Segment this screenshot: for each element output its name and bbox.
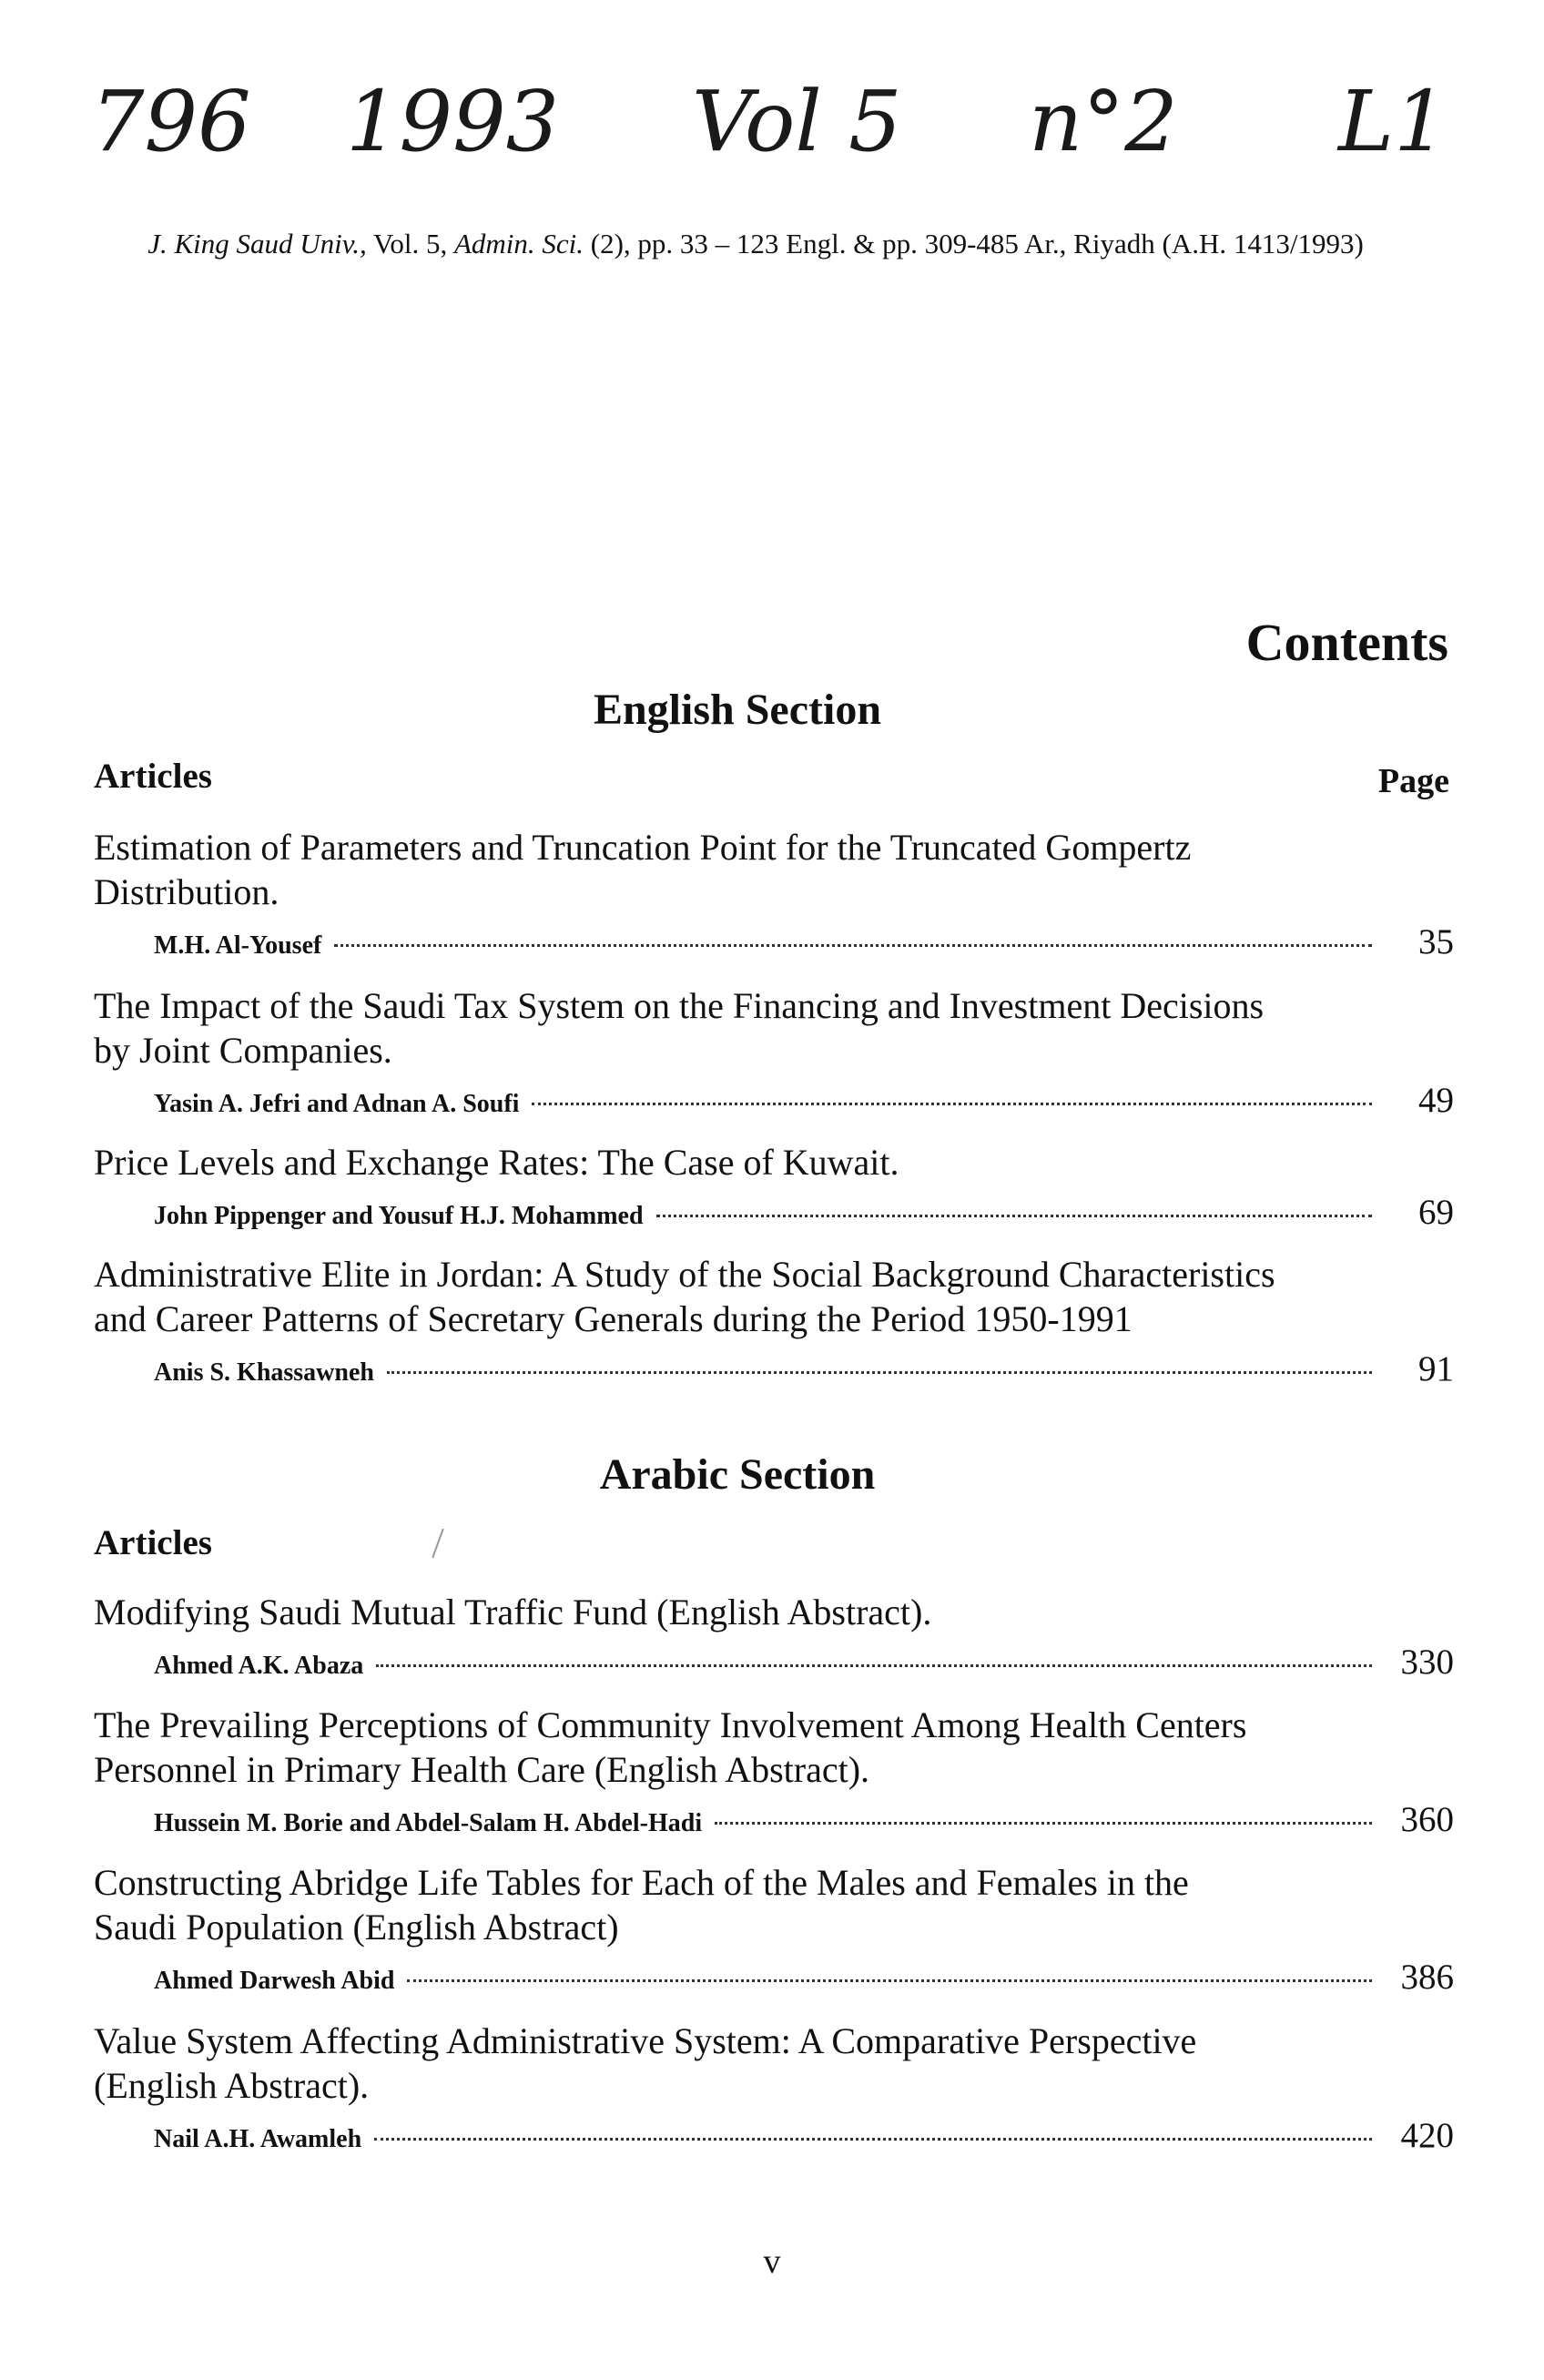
handwritten-year: 1993 [346,73,560,170]
dot-leader [715,1822,1372,1825]
page-number: 330 [1400,1643,1454,1682]
article-title: Constructing Abridge Life Tables for Each of the Males and Females in the Saudi Population (English Abstract) [94,1862,1189,1948]
dot-leader [334,944,1372,947]
journal-name: J. King Saud Univ., [147,228,367,259]
article-author: M.H. Al-Yousef [154,931,322,960]
article-author: Hussein M. Borie and Abdel-Salam H. Abdel-Hadi [154,1809,703,1837]
article-title: The Impact of the Saudi Tax System on the Financing and Investment Decisions by Joint Companies. [94,985,1265,1071]
dot-leader [532,1103,1372,1105]
page-number: 69 [1418,1193,1454,1232]
toc-entry[interactable] [94,825,1459,962]
scan-mark [432,1529,444,1559]
arabic-articles-label: Articles [94,1523,212,1562]
article-title: Price Levels and Exchange Rates: The Case of Kuwait. [94,1142,899,1183]
article-author: Ahmed Darwesh Abid [154,1967,395,1995]
page-number: 386 [1400,1958,1454,1997]
article-author: Anis S. Khassawneh [154,1358,374,1387]
page-number: 35 [1418,922,1454,961]
author-row [94,1348,1454,1389]
dot-leader [376,1664,1372,1667]
dot-leader [407,1979,1372,1982]
author-row [94,1799,1454,1840]
article-author: John Pippenger and Yousuf H.J. Mohammed [154,1202,644,1230]
page-column-label: Page [1377,762,1449,800]
toc-entry[interactable] [94,1252,1459,1389]
article-title: Estimation of Parameters and Truncation Point for the Truncated Gompertz Distribution. [94,827,1192,912]
toc-entry[interactable] [94,1140,1459,1233]
page-number: 49 [1418,1081,1454,1120]
author-row [94,1192,1454,1233]
dot-leader [387,1371,1372,1374]
author-row [94,1642,1454,1683]
toc-entry[interactable] [94,1590,1459,1683]
article-title: Modifying Saudi Mutual Traffic Fund (English Abstract). [94,1592,932,1632]
author-row [94,2115,1454,2156]
journal-citation [55,228,1457,260]
article-author: Yasin A. Jefri and Adnan A. Soufi [154,1090,520,1118]
toc-entry[interactable] [94,2019,1459,2156]
article-title: The Prevailing Perceptions of Community Involvement Among Health Centers Personnel in Primary Health Care (English Abstract). [94,1704,1247,1790]
author-row [94,1957,1454,1998]
article-author: Nail A.H. Awamleh [154,2125,362,2153]
toc-entry[interactable] [94,1703,1459,1840]
author-row [94,1080,1454,1121]
journal-details: (2), pp. 33 – 123 Engl. & pp. 309-485 Ar., Riyadh (A.H. 1413/1993) [590,228,1364,259]
page-folio: v [763,2243,781,2281]
dot-leader [656,1215,1372,1217]
article-title: Value System Affecting Administrative System: A Comparative Perspective (English Abstract). [94,2020,1197,2106]
page-number: 91 [1418,1349,1454,1388]
author-row [94,921,1454,962]
handwritten-call-number: 796 [91,73,251,170]
arabic-section-title: Arabic Section [599,1450,876,1499]
handwritten-volume: Vol 5 [692,73,902,170]
handwritten-annotation [73,55,1493,173]
dot-leader [374,2138,1372,2141]
toc-entry[interactable] [94,1860,1459,1998]
page-number: 420 [1400,2116,1454,2155]
article-author: Ahmed A.K. Abaza [154,1652,364,1680]
journal-volume: Vol. 5, [372,228,448,259]
article-title: Administrative Elite in Jordan: A Study of the Social Background Characteristics and Career Patterns of Secretary Generals during the Period 1950-1991 [94,1254,1275,1339]
page-number: 360 [1400,1800,1454,1839]
contents-title: Contents [1245,613,1448,672]
handwritten-mark: L1 [1338,73,1448,170]
english-section-title: English Section [593,686,882,734]
toc-entry[interactable] [94,983,1459,1121]
journal-series: Admin. Sci. [453,228,584,259]
handwritten-issue: n°2 [1029,73,1178,170]
english-articles-label: Articles [94,757,212,796]
